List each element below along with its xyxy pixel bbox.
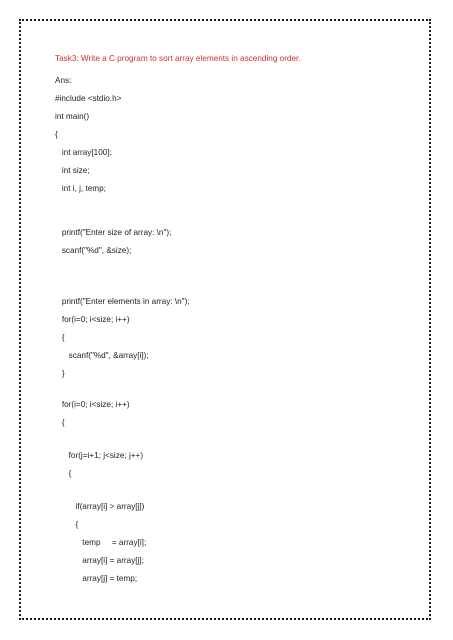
code-line: printf("Enter size of array: \n"); — [55, 228, 172, 237]
code-line: for(j=i+1; j<size; j++) — [55, 451, 144, 460]
code-line: { — [55, 469, 72, 478]
code-line: array[i] = array[j]; — [55, 556, 144, 565]
code-line: int array[100]; — [55, 148, 112, 157]
code-line: int main() — [55, 112, 90, 121]
code-line: for(i=0; i<size; i++) — [55, 400, 130, 409]
code-line: printf("Enter elements in array: \n"); — [55, 297, 190, 306]
code-line: int i, j, temp; — [55, 184, 106, 193]
answer-label: Ans: — [55, 76, 72, 85]
task-heading: Task3: Write a C program to sort array elements in ascending order. — [55, 54, 301, 63]
code-line: scanf("%d", &array[i]); — [55, 351, 149, 360]
code-line: scanf("%d", &size); — [55, 246, 132, 255]
code-line: int size; — [55, 166, 90, 175]
code-line: for(i=0; i<size; i++) — [55, 315, 130, 324]
code-line: array[j] = temp; — [55, 574, 138, 583]
code-line: { — [55, 520, 79, 529]
code-line: { — [55, 130, 58, 139]
code-line: { — [55, 418, 65, 427]
code-line: temp = array[i]; — [55, 538, 147, 547]
code-line: if(array[i] > array[j]) — [55, 502, 145, 511]
code-line: } — [55, 369, 65, 378]
code-line: { — [55, 333, 65, 342]
code-line: #include <stdio.h> — [55, 94, 122, 103]
